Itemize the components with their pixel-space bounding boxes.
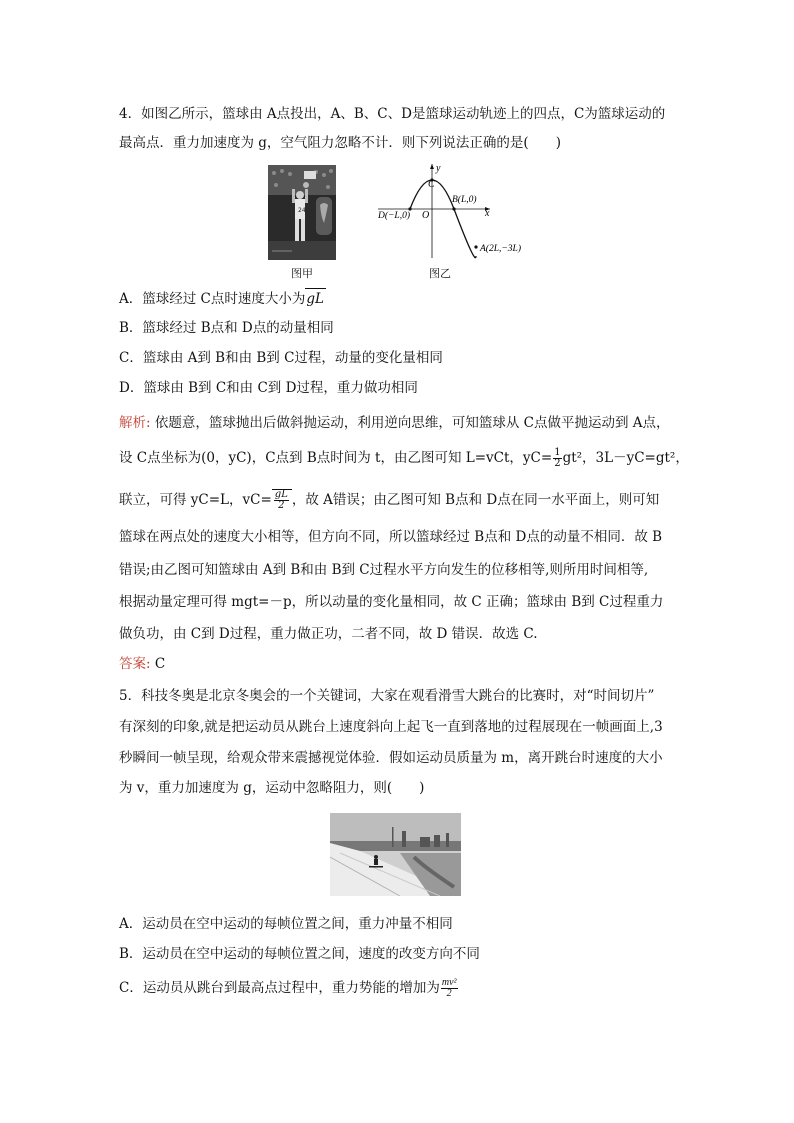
answer-label: 答案: [119,656,151,672]
analysis-label: 解析: [119,415,151,431]
y-axis-label: y [436,163,441,174]
fig-b-caption: 图乙 [429,267,451,280]
x-axis-label: x [485,208,490,219]
q5-option-b: B．运动员在空中运动的每帧位置之间，速度的改变方向不同 [119,946,480,962]
fig-a-caption: 图甲 [291,267,313,280]
q4-option-d: D．篮球由 B到 C和由 C到 D过程，重力做功相同 [119,380,418,396]
q4-stem-line2: 最高点．重力加速度为 g，空气阻力忽略不计．则下列说法正确的是( ) [119,135,561,151]
q4-analysis-line1: 解析: 依题意，篮球抛出后做斜抛运动，利用逆向思维，可知篮球从 C点做平抛运动到 A点， [119,415,670,431]
q4-analysis-line2: 设 C点坐标为(0，yC)，C点到 B点时间为 t，由乙图可知 L=vCt，yC= $\frac{1}{2}$ gt²，3L－yC=gt²， [119,447,689,469]
q4-option-a: A．篮球经过 C点时速度大小为gL [119,288,326,309]
trajectory-curve [410,180,476,258]
point-a [474,245,477,248]
origin-label: O [422,210,430,221]
a-label: A(2L,−3L) [480,244,521,254]
q4-answer: 答案: C [119,656,166,672]
q4-option-c: C．篮球由 A到 B和由 B到 C过程，动量的变化量相同 [119,350,443,366]
q4-analysis-line6: 根据动量定理可得 mgt=－p，所以动量的变化量相同，故 C 正确；篮球由 B到 C过程重力 [119,594,664,610]
sqrt-gl: gL [305,288,326,309]
q4-analysis-line5: 错误;由乙图可知篮球由 A到 B和由 B到 C过程水平方向发生的位移相等,则所用时间相等, [119,562,649,578]
point-b [452,207,455,210]
basketball-photo [268,165,336,260]
q5-stem-line3: 秒瞬间一帧呈现，给观众带来震撼视觉体验．假如运动员质量为 m，离开跳台时速度的大小 [119,750,663,766]
q4-analysis-line7: 做负功，由 C到 D过程，重力做正功，二者不同，故 D 错误．故选 C. [119,626,538,642]
q4-analysis-line4: 篮球在两点处的速度大小相等，但方向不同，所以篮球经过 B点和 D点的动量不相同．故 B [119,529,663,545]
q5-stem-line1: 5．科技冬奥是北京冬奥会的一个关键词，大家在观看滑雪大跳台的比赛时，对“时间切片” [119,688,655,704]
sqrt-gl-over-2: $\frac{gL}{2}$ [272,489,292,511]
q5-option-c: C．运动员从跳台到最高点过程中，重力势能的增加为 $\frac{\text{mv²}}{2}$ [119,977,457,999]
fraction-mv2-over-2: $\frac{\text{mv²}}{2}$ [441,977,457,999]
q5-option-a: A．运动员在空中运动的每帧位置之间，重力冲量不相同 [119,916,453,932]
q4-stem-line1: 4．如图乙所示，篮球由 A点投出，A、B、C、D是篮球运动轨迹上的四点，C为篮球运动的 [119,106,666,122]
ski-jump-photo [330,813,461,896]
svg-text:24: 24 [298,207,306,214]
fraction-half: $\frac{1}{2}$ [554,447,561,469]
c-label: C [428,179,435,190]
q4-analysis-line3: 联立，可得 yC=L，vC= $\frac{gL}{2}$ ，故 A错误；由乙图可知 B点和 D点在同一水平面上，则可知 [119,489,660,511]
q5-stem-line4: 为 v，重力加速度为 g，运动中忽略阻力，则( ) [119,780,425,796]
q4-option-b: B．篮球经过 B点和 D点的动量相同 [119,320,334,336]
q5-stem-line2: 有深刻的印象,就是把运动员从跳台上速度斜向上起飞一直到落地的过程展现在一帧画面上,3 [119,719,663,735]
d-label: D(−L,0) [378,211,411,221]
b-label: B(L,0) [452,195,477,205]
trajectory-graph [370,160,540,260]
